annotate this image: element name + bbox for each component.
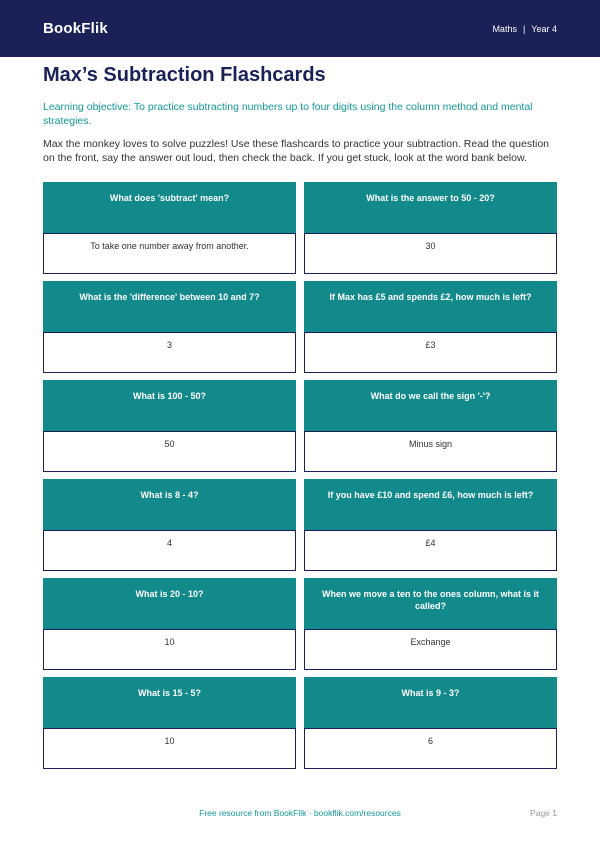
footer-credit[interactable]: Free resource from BookFlik · bookflik.com/resources	[199, 808, 401, 818]
flashcard	[43, 380, 296, 472]
flashcard	[43, 479, 296, 571]
flashcard-answer: Exchange	[304, 629, 557, 670]
flashcard-question: What is 20 - 10?	[43, 578, 296, 629]
flashcard-question: What does 'subtract' mean?	[43, 182, 296, 233]
flashcard	[304, 578, 557, 670]
meta-separator: |	[522, 23, 526, 34]
flashcard-question: What is the answer to 50 - 20?	[304, 182, 557, 233]
flashcard	[304, 677, 557, 769]
flashcard-answer: 50	[43, 431, 296, 472]
flashcard-question: What is 9 - 3?	[304, 677, 557, 728]
page-title: Max’s Subtraction Flashcards	[43, 64, 326, 86]
page-number: Page 1	[530, 808, 557, 818]
flashcard-question: What is 15 - 5?	[43, 677, 296, 728]
flashcard-answer: £4	[304, 530, 557, 571]
flashcard	[43, 281, 296, 373]
flashcard-answer: 3	[43, 332, 296, 373]
flashcard-answer: £3	[304, 332, 557, 373]
flashcard-answer: 10	[43, 629, 296, 670]
flashcard-answer: Minus sign	[304, 431, 557, 472]
flashcard-question: What is 8 - 4?	[43, 479, 296, 530]
learning-objective: Learning objective: To practice subtracting numbers up to four digits using the column method and mental strategies.	[43, 101, 533, 127]
brand-logo[interactable]: BookFlik	[43, 20, 108, 37]
flashcard-question: What do we call the sign '-'?	[304, 380, 557, 431]
flashcard	[304, 182, 557, 274]
flashcard-answer: 10	[43, 728, 296, 769]
header-bar	[0, 0, 600, 57]
flashcard-question: If you have £10 and spend £6, how much is left?	[304, 479, 557, 530]
flashcard-answer: 4	[43, 530, 296, 571]
flashcard	[304, 281, 557, 373]
flashcard	[43, 182, 296, 274]
flashcard-answer: 6	[304, 728, 557, 769]
flashcard	[304, 479, 557, 571]
flashcard	[43, 578, 296, 670]
flashcard-question: What is the 'difference' between 10 and 7?	[43, 281, 296, 332]
flashcard-question: When we move a ten to the ones column, what is it called?	[304, 578, 557, 629]
header-meta	[492, 24, 557, 34]
year-label: Year 4	[531, 23, 557, 34]
subject-label: Maths	[492, 23, 517, 34]
flashcard	[43, 677, 296, 769]
flashcard	[304, 380, 557, 472]
intro-paragraph: Max the monkey loves to solve puzzles! Use these flashcards to practice your subtraction. Read the question on the front, say the answer out loud, then check the back. If you get stuck, look at the word bank below.	[43, 138, 550, 164]
flashcard-answer: To take one number away from another.	[43, 233, 296, 274]
flashcard-answer: 30	[304, 233, 557, 274]
flashcard-question: What is 100 - 50?	[43, 380, 296, 431]
flashcard-question: If Max has £5 and spends £2, how much is left?	[304, 281, 557, 332]
flashcard-grid	[43, 182, 557, 769]
